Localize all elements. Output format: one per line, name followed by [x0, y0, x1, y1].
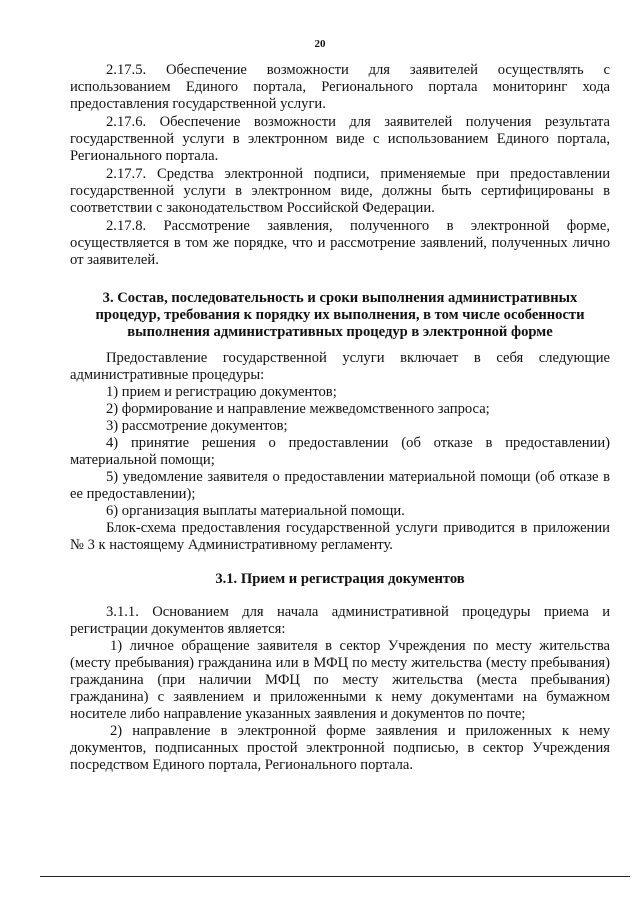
section-2-17-block: [70, 62, 610, 270]
section-3-heading: 3. Состав, последовательность и сроки выполнения административных процедур, требования к порядку их выполнения, в том числе особенности выполнения административных процедур в электронной форме: [95, 290, 585, 340]
ground-item: 1) личное обращение заявителя в сектор Учреждения по месту жительства (месту пребывания) гражданина или в МФЦ по месту жительства (месту пребывания) гражданина (при наличии МФЦ по месту жительства (места пребывания) гражданина) с заявлением и приложенными к нему документами на бумажном носителе либо направление указанных заявления и документов по почте;: [70, 638, 610, 722]
section-3-1-heading: 3.1. Прием и регистрация документов: [215, 571, 465, 587]
paragraph-2-17-8: 2.17.8. Рассмотрение заявления, полученного в электронной форме, осуществляется в том же порядке, что и рассмотрение заявлений, полученных лично от заявителей.: [70, 218, 610, 268]
procedure-item: 3) рассмотрение документов;: [106, 418, 288, 434]
paragraph-2-17-6: 2.17.6. Обеспечение возможности для заявителей получения результата государственной услуги в электронном виде с использованием Единого портала, Регионального портала.: [70, 114, 610, 164]
procedure-item: 4) принятие решения о предоставлении (об отказе в предоставлении) материальной помощи;: [70, 435, 610, 468]
paragraph-2-17-7: 2.17.7. Средства электронной подписи, применяемые при предоставлении государственной услуги в электронном виде, должны быть сертифицированы в соответствии с законодательством Российской Федерации.: [70, 166, 610, 216]
section-3-block: [70, 350, 610, 554]
section-3-intro: Предоставление государственной услуги включает в себя следующие административные процедуры:: [70, 350, 610, 383]
page-number: 20: [314, 38, 326, 50]
ground-item: 2) направление в электронной форме заявления и приложенных к нему документов, подписанных простой электронной подписью, в сектор Учреждения посредством Единого портала, Регионального портала.: [70, 723, 610, 773]
procedure-item: 6) организация выплаты материальной помощи.: [106, 503, 405, 519]
section-3-1-1-intro: 3.1.1. Основанием для начала административной процедуры приема и регистрации документов является:: [70, 604, 610, 637]
procedure-item: 5) уведомление заявителя о предоставлении материальной помощи (об отказе в ее предоставлении);: [70, 469, 610, 502]
footer-divider: [40, 876, 630, 877]
section-3-1-block: [70, 604, 610, 774]
procedure-item: 2) формирование и направление межведомственного запроса;: [106, 401, 490, 417]
paragraph-2-17-5: 2.17.5. Обеспечение возможности для заявителей осуществлять с использованием Единого портала, Регионального портала мониторинг хода предоставления государственной услуги.: [70, 62, 610, 112]
scheme-note: Блок-схема предоставления государственной услуги приводится в приложении № 3 к настоящему Административному регламенту.: [70, 520, 610, 553]
procedure-item: 1) прием и регистрацию документов;: [106, 384, 337, 400]
